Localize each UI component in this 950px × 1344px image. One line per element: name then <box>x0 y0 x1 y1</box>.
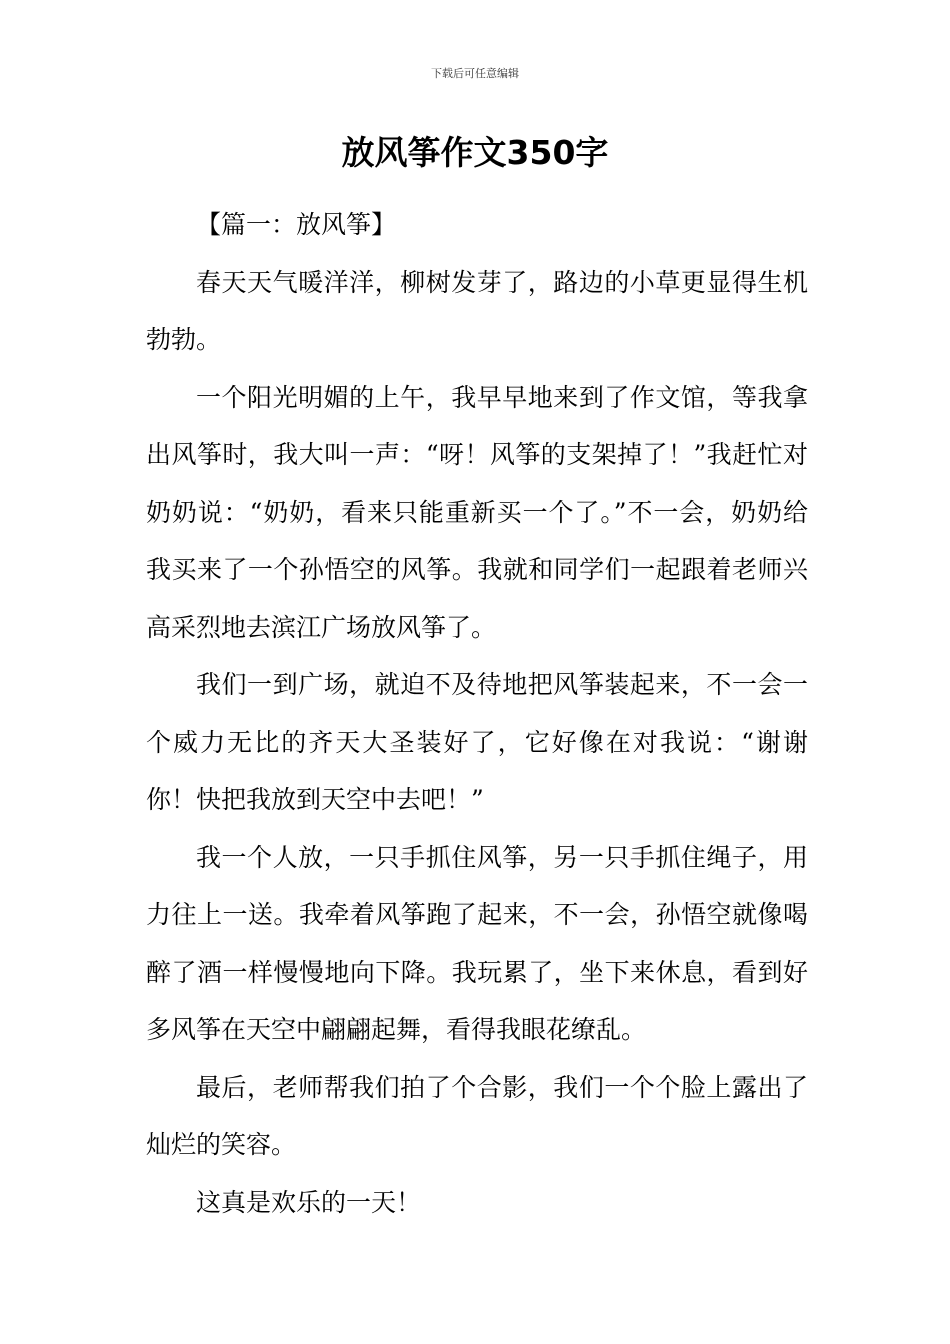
paragraph-2: 一个阳光明媚的上午，我早早地来到了作文馆，等我拿出风筝时，我大叫一声：“呀！风筝的支架掉了！”我赶忙对奶奶说：“奶奶，看来只能重新买一个了。”不一会，奶奶给我买来了一个孙悟空的风筝。我就和同学们一起跟着老师兴高采烈地去滨江广场放风筝了。 <box>146 382 808 642</box>
header-note: 下载后可任意编辑 <box>431 67 519 80</box>
paragraph-6: 这真是欢乐的一天！ <box>196 1187 422 1217</box>
section-heading: 【篇一：放风筝】 <box>196 210 397 239</box>
paragraph-3: 我们一到广场，就迫不及待地把风筝装起来，不一会一个威力无比的齐天大圣装好了，它好像在对我说：“谢谢你！快把我放到天空中去吧！” <box>146 670 808 814</box>
paragraph-5: 最后，老师帮我们拍了个合影，我们一个个脸上露出了灿烂的笑容。 <box>146 1072 808 1159</box>
document-body <box>146 196 808 1231</box>
paragraph-4: 我一个人放，一只手抓住风筝，另一只手抓住绳子，用力往上一送。我牵着风筝跑了起来，不一会，孙悟空就像喝醉了酒一样慢慢地向下降。我玩累了，坐下来休息，看到好多风筝在天空中翩翩起舞，看得我眼花缭乱。 <box>146 842 808 1044</box>
paragraph-1: 春天天气暖洋洋，柳树发芽了，路边的小草更显得生机勃勃。 <box>146 267 808 354</box>
page-title: 放风筝作文350字 <box>341 133 609 172</box>
